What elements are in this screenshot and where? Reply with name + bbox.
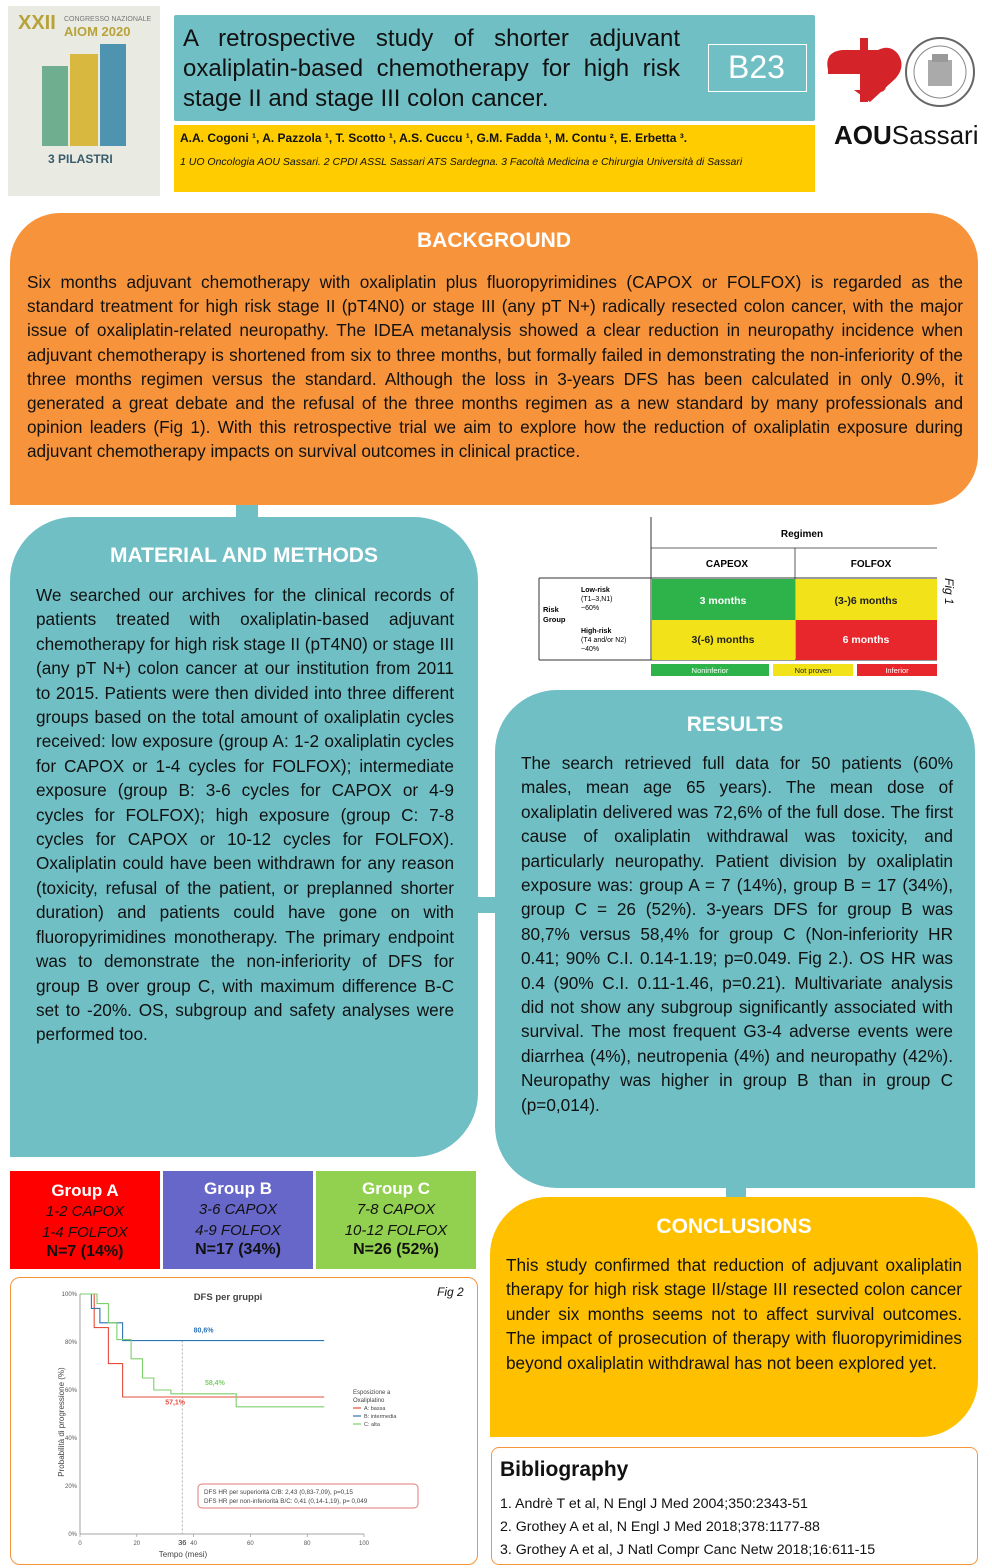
heart-cross-icon xyxy=(827,38,901,102)
fig1-cell-text-21: 3(-6) months xyxy=(691,634,755,646)
chart-x-tick-label: 60 xyxy=(247,1541,254,1547)
fig1-group-label: Group xyxy=(543,615,566,624)
institution-name xyxy=(834,120,978,151)
fig1-row1-def: (T1–3,N1) xyxy=(581,596,613,603)
chart-marker-label: 36 xyxy=(178,1538,187,1547)
chart-y-tick-label: 40% xyxy=(64,1436,77,1442)
chart-data-label: 58,4% xyxy=(204,1380,225,1388)
chart-y-tick-label: 100% xyxy=(61,1292,77,1298)
bibliography-heading: Bibliography xyxy=(500,1458,629,1481)
poster-title: A retrospective study of shorter adjuvant oxaliplatin-based chemotherapy for high risk stage II and stage III colon cancer. xyxy=(183,25,680,112)
group-name: Group B xyxy=(204,1179,272,1198)
chart-xlabel: Tempo (mesi) xyxy=(158,1550,208,1559)
methods-heading: MATERIAL AND METHODS xyxy=(110,544,378,567)
chart-x-tick-label: 100 xyxy=(358,1541,370,1547)
results-text: The search retrieved full data for 50 patients (60% males, mean age 65 years). The mean dose of oxaliplatin delivered was 72,6% of the full dose. The first cause of oxaliplatin withdrawal was toxicity, and particularly neuropathy. Patient division by oxaliplatin exposure was: group A = 7 (14%), group B = 17 (34%), group C = 26 (52%). 3-years DFS for group B was 80,7% versus 58,4% for group C (Non-inferiority HR 0.41; 90% C.I. 0.14-1.19; p=0.049. Fig 2.). OS HR was 0.4 (90% C.I. 0.11-1.46, p=0.21). Multivariate analysis did not show any subgroup significantly associated with survival. The most frequent G3-4 adverse events were diarrhea (4%), neutropenia (4%) and neuropathy (42%). Neuropathy was higher in group B than in group C (p=0,014). xyxy=(521,753,953,1115)
congress-subtitle: CONGRESSO NAZIONALE xyxy=(64,16,152,23)
fig1-row2-def: (T4 and/or N2) xyxy=(581,637,627,644)
group-b-box xyxy=(163,1171,313,1269)
chart-series-line xyxy=(80,1294,324,1407)
fig1-legend-text-3: Inferior xyxy=(885,666,909,675)
affiliations: 1 UO Oncologia AOU Sassari. 2 CPDI ASSL Sassari ATS Sardegna. 3 Facoltà Medicina e Chirurgia Università di Sassari xyxy=(180,156,743,168)
chart-y-tick-label: 20% xyxy=(64,1484,77,1490)
chart-data-label: 80,6% xyxy=(193,1327,214,1335)
fig1-cell-text-11: 3 months xyxy=(699,595,747,607)
group-capox: 3-6 CAPOX xyxy=(198,1201,278,1218)
chart-title: DFS per gruppi xyxy=(193,1292,263,1303)
institution-prefix: AOU xyxy=(834,120,892,150)
chart-x-tick-label: 20 xyxy=(133,1541,141,1547)
fig1-cell-text-12: (3-)6 months xyxy=(834,595,898,607)
group-capox: 7-8 CAPOX xyxy=(356,1201,436,1218)
congress-logo xyxy=(8,6,160,196)
fig1-col-capeox: CAPEOX xyxy=(705,559,749,570)
chart-x-tick-label: 40 xyxy=(190,1541,197,1547)
dfs-chart xyxy=(18,1282,473,1560)
fig1-row2-label: High-risk xyxy=(581,628,612,635)
background-heading: BACKGROUND xyxy=(417,229,571,252)
group-a-box xyxy=(10,1171,160,1269)
chart-y-tick-label: 60% xyxy=(64,1388,77,1394)
authors: A.A. Cogoni ¹, A. Pazzola ¹, T. Scotto ¹, A.S. Cuccu ¹, G.M. Fadda ¹, M. Contu ², E. Erbetta ³. xyxy=(180,131,688,145)
pillar-shape xyxy=(42,66,68,146)
group-name: Group A xyxy=(51,1181,119,1200)
pillar-shape xyxy=(100,44,126,146)
fig1-row1-label: Low-risk xyxy=(581,587,610,594)
group-count: N=26 (52%) xyxy=(353,1241,439,1258)
figure-1-table xyxy=(537,514,940,684)
group-capox: 1-2 CAPOX xyxy=(45,1203,125,1220)
fig1-legend-text-2: Not proven xyxy=(794,666,832,675)
chart-hr-text-1: DFS HR per superiorità C/B: 2,43 (0,83-7,09), p=0,15 xyxy=(204,1489,353,1496)
group-folfox: 1-4 FOLFOX xyxy=(42,1224,128,1241)
chart-y-tick-label: 80% xyxy=(64,1340,77,1346)
chart-x-tick-label: 0 xyxy=(78,1541,82,1547)
results-heading: RESULTS xyxy=(686,713,784,736)
bibliography-list xyxy=(500,1493,970,1562)
chart-legend-title-2: Oxaliplatino xyxy=(353,1398,385,1404)
fig1-row2-pct: ~40% xyxy=(581,646,600,653)
chart-legend-label: C: alta xyxy=(364,1422,380,1428)
pillar-shape xyxy=(70,54,98,146)
poster-code: B23 xyxy=(728,49,785,85)
group-c-box xyxy=(316,1171,476,1269)
group-count: N=7 (14%) xyxy=(46,1243,124,1260)
group-name: Group C xyxy=(362,1179,430,1198)
fig1-regimen-header: Regimen xyxy=(780,529,824,540)
bibliography-item: 1. Andrè T et al, N Engl J Med 2004;350:2343-51 xyxy=(500,1496,808,1512)
chart-hr-text-2: DFS HR per non-inferiorità B/C: 0,41 (0,14-1,19), p= 0,049 xyxy=(204,1498,368,1505)
conclusions-text: This study confirmed that reduction of adjuvant oxaliplatin therapy for high risk stage II/stage III resected colon cancer under six months seems not to affect survival outcomes. The impact of prosecution of therapy with fluoropyrimidines beyond oxaliplatin withdrawal has not been explored yet. xyxy=(506,1255,962,1373)
fig1-row1-pct: ~60% xyxy=(581,605,600,612)
chart-x-tick-label: 80 xyxy=(303,1541,311,1547)
group-folfox: 4-9 FOLFOX xyxy=(195,1222,281,1239)
fig1-label: Fig 1 xyxy=(942,578,956,605)
chart-legend-label: A: bassa xyxy=(364,1406,386,1412)
fig1-risk-label: Risk xyxy=(543,605,559,614)
congress-theme: 3 PILASTRI xyxy=(48,152,113,166)
bibliography-item: 2. Grothey A et al, N Engl J Med 2018;378:1177-88 xyxy=(500,1519,820,1535)
fig1-cell-text-22: 6 months xyxy=(842,634,890,646)
university-seal-icon xyxy=(906,38,974,106)
chart-y-tick-label: 0% xyxy=(68,1532,77,1538)
background-text: Six months adjuvant chemotherapy with oxaliplatin plus fluoropyrimidines (CAPOX or FOLFOX) is regarded as the standard treatment for high risk stage II (pT4N0) or stage III (any pT N+) radically resected colon cancer, with the major issue of oxaliplatin-related neuropathy. The IDEA metanalysis showed a clear reduction in neuropathy incidence when adjuvant chemotherapy is shortened from six to three months, but formally failed in demonstrating the non-inferiority of the three months regimen versus the standard. Although the loss in 3-years DFS has been calculated in only 0.9%, it generated a great debate and the refusal of the three months regimen as a new standard by many professionals and opinion leaders (Fig 1). With this retrospective trial we aim to explore how the reduction of oxaliplatin exposure during adjuvant chemotherapy impacts on survival outcomes in clinical practice. xyxy=(27,272,963,462)
institution-suffix: Sassari xyxy=(891,120,979,150)
conclusions-heading: CONCLUSIONS xyxy=(656,1215,812,1238)
chart-series-line xyxy=(80,1294,324,1397)
methods-text: We searched our archives for the clinical records of patients treated with oxaliplatin-based adjuvant chemotherapy for high risk stage II (pT4N0) or stage III (any pT N+) colon cancer at our institution from 2011 to 2015. Patients were then divided into three different groups based on the total amount of oxaliplatin cycles received: low exposure (group A: 1-2 oxaliplatin cycles for CAPOX or 1-4 cycles for FOLFOX); intermediate exposure (group B: 3-6 cycles for CAPOX or 4-9 cycles for FOLFOX); high exposure (group C: 7-8 cycles for CAPOX or 10-12 cycles for FOLFOX). Oxaliplatin could have been withdrawn for any reason (toxicity, refusal of the patient, or preplanned shorter duration) and patients could have gone on with fluoropyrimidines monotherapy. The primary endpoint was to demonstrate the non-inferiority of DFS for group B over group C, with maximum difference B-C set to -20%. OS, subgroup and safety analyses were performed too. xyxy=(36,585,454,1045)
group-folfox: 10-12 FOLFOX xyxy=(344,1222,448,1239)
group-count: N=17 (34%) xyxy=(195,1241,281,1258)
congress-name: AIOM 2020 xyxy=(64,24,131,39)
chart-legend-label: B: intermedia xyxy=(364,1414,397,1420)
fig2-label: Fig 2 xyxy=(437,1285,464,1299)
chart-ylabel: Probabilità di progressione (%) xyxy=(57,1367,66,1477)
fig1-col-folfox: FOLFOX xyxy=(850,559,892,570)
fig1-legend-text-1: Noninferior xyxy=(691,666,729,675)
bibliography-item: 3. Grothey A et al, J Natl Compr Canc Netw 2018;16:611-15 xyxy=(500,1542,876,1558)
congress-edition: XXII xyxy=(18,12,56,34)
chart-data-label: 57,1% xyxy=(165,1399,186,1407)
chart-legend-title-1: Esposizione a xyxy=(353,1390,391,1396)
